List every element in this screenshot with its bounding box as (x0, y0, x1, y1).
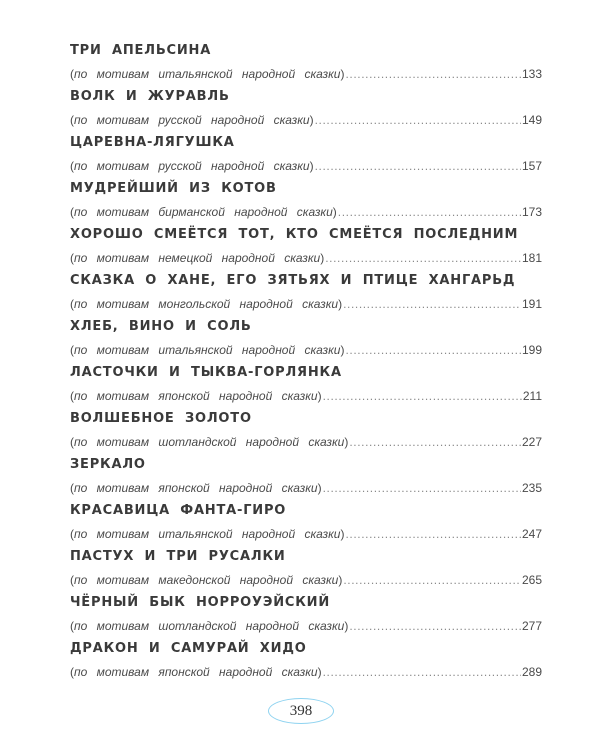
toc-entry-subtitle-line (70, 338, 542, 362)
close-paren: ) (344, 435, 349, 449)
toc-entry-subtitle: по мотивам македонской народной сказки (74, 573, 339, 587)
toc-entry-subtitle-line (70, 660, 542, 684)
toc-entry-subtitle: по мотивам русской народной сказки (74, 159, 310, 173)
open-paren: ( (70, 573, 74, 587)
dot-leader (345, 522, 521, 546)
toc-entry-subtitle: по мотивам бирманской народной сказки (74, 205, 333, 219)
toc-entry-title: СКАЗКА О ХАНЕ, ЕГО ЗЯТЬЯХ И ПТИЦЕ ХАНГАРЬД (70, 273, 516, 288)
open-paren: ( (70, 435, 74, 449)
toc-entry-subtitle-line (70, 568, 542, 592)
toc-entry-title: ВОЛК И ЖУРАВЛЬ (70, 89, 230, 104)
close-paren: ) (317, 389, 322, 403)
toc-entry[interactable] (70, 40, 542, 86)
toc-entry[interactable] (70, 316, 542, 362)
close-paren: ) (320, 251, 325, 265)
toc-entry-title: ЗЕРКАЛО (70, 457, 146, 472)
open-paren: ( (70, 205, 74, 219)
toc-entry-subtitle: по мотивам монгольской народной сказки (74, 297, 339, 311)
toc-entry-page: 157 (521, 159, 542, 173)
open-paren: ( (70, 159, 74, 173)
open-paren: ( (70, 527, 74, 541)
close-paren: ) (344, 619, 349, 633)
toc-entry-page: 235 (521, 481, 542, 495)
toc-entry-page: 199 (521, 343, 542, 357)
toc-entry[interactable] (70, 592, 542, 638)
toc-entry-subtitle: по мотивам японской народной сказки (74, 481, 318, 495)
toc-entry[interactable] (70, 454, 542, 500)
toc-entry-page: 265 (521, 573, 542, 587)
toc-entry-page: 173 (521, 205, 542, 219)
toc-entry-title: ТРИ АПЕЛЬСИНА (70, 43, 212, 58)
open-paren: ( (70, 389, 74, 403)
dot-leader (349, 614, 521, 638)
open-paren: ( (70, 481, 74, 495)
toc-entry-title: ЦАРЕВНА-ЛЯГУШКА (70, 135, 235, 150)
open-paren: ( (70, 67, 74, 81)
toc-entry-page: 277 (521, 619, 542, 633)
toc-entry-title: МУДРЕЙШИЙ ИЗ КОТОВ (70, 181, 277, 196)
close-paren: ) (332, 205, 337, 219)
toc-entry-title: КРАСАВИЦА ФАНТА-ГИРО (70, 503, 287, 518)
open-paren: ( (70, 619, 74, 633)
close-paren: ) (317, 665, 322, 679)
dot-leader (315, 108, 521, 132)
toc-entry-page: 191 (521, 297, 542, 311)
toc-entry-subtitle: по мотивам русской народной сказки (74, 113, 310, 127)
table-of-contents (70, 40, 542, 684)
dot-leader (323, 660, 521, 684)
toc-entry-title: ЛАСТОЧКИ И ТЫКВА-ГОРЛЯНКА (70, 365, 342, 380)
dot-leader (325, 246, 521, 270)
toc-entry-subtitle-line (70, 522, 542, 546)
toc-entry-page: 247 (521, 527, 542, 541)
dot-leader (349, 430, 521, 454)
open-paren: ( (70, 251, 74, 265)
toc-entry-title: ПАСТУХ И ТРИ РУСАЛКИ (70, 549, 286, 564)
toc-entry-subtitle-line (70, 476, 542, 500)
close-paren: ) (338, 573, 343, 587)
toc-entry[interactable] (70, 638, 542, 684)
toc-entry-title: ХЛЕБ, ВИНО И СОЛЬ (70, 319, 252, 334)
toc-entry-title: ХОРОШО СМЕЁТСЯ ТОТ, КТО СМЕЁТСЯ ПОСЛЕДНИМ (70, 227, 519, 242)
toc-entry[interactable] (70, 270, 542, 316)
toc-entry-subtitle-line (70, 200, 542, 224)
toc-entry[interactable] (70, 408, 542, 454)
toc-entry-subtitle: по мотивам японской народной сказки (74, 665, 318, 679)
dot-leader (343, 568, 521, 592)
dot-leader (323, 476, 521, 500)
page-number: 398 (268, 698, 334, 724)
toc-entry-subtitle: по мотивам японской народной сказки (74, 389, 318, 403)
close-paren: ) (340, 527, 345, 541)
toc-entry-page: 211 (522, 389, 542, 403)
toc-entry-subtitle: по мотивам итальянской народной сказки (74, 343, 341, 357)
toc-entry-page: 149 (521, 113, 542, 127)
close-paren: ) (309, 159, 314, 173)
toc-entry-subtitle-line (70, 246, 542, 270)
toc-entry-page: 227 (521, 435, 542, 449)
toc-entry-page: 289 (521, 665, 542, 679)
dot-leader (345, 338, 521, 362)
toc-entry-subtitle-line (70, 108, 542, 132)
toc-entry-title: ЧЁРНЫЙ БЫК НОРРОУЭЙСКИЙ (70, 595, 331, 610)
toc-entry-subtitle-line (70, 384, 542, 408)
toc-entry[interactable] (70, 86, 542, 132)
dot-leader (345, 62, 521, 86)
toc-entry-subtitle-line (70, 154, 542, 178)
toc-entry-subtitle-line (70, 62, 542, 86)
close-paren: ) (340, 67, 345, 81)
toc-entry-page: 181 (521, 251, 542, 265)
toc-entry-subtitle-line (70, 292, 542, 316)
toc-entry-page: 133 (521, 67, 542, 81)
toc-entry[interactable] (70, 362, 542, 408)
toc-entry-subtitle-line (70, 430, 542, 454)
toc-entry[interactable] (70, 224, 542, 270)
dot-leader (315, 154, 521, 178)
toc-entry[interactable] (70, 178, 542, 224)
dot-leader (338, 200, 521, 224)
close-paren: ) (340, 343, 345, 357)
toc-entry-title: ДРАКОН И САМУРАЙ ХИДО (70, 641, 307, 656)
toc-entry-subtitle: по мотивам шотландской народной сказки (74, 435, 345, 449)
dot-leader (323, 384, 522, 408)
toc-entry[interactable] (70, 500, 542, 546)
open-paren: ( (70, 343, 74, 357)
toc-entry-subtitle: по мотивам немецкой народной сказки (74, 251, 321, 265)
toc-entry-subtitle: по мотивам шотландской народной сказки (74, 619, 345, 633)
toc-entry-subtitle-line (70, 614, 542, 638)
close-paren: ) (338, 297, 343, 311)
open-paren: ( (70, 665, 74, 679)
toc-entry-subtitle: по мотивам итальянской народной сказки (74, 67, 341, 81)
open-paren: ( (70, 297, 74, 311)
open-paren: ( (70, 113, 74, 127)
close-paren: ) (309, 113, 314, 127)
toc-entry[interactable] (70, 132, 542, 178)
toc-entry-title: ВОЛШЕБНОЕ ЗОЛОТО (70, 411, 252, 426)
toc-entry[interactable] (70, 546, 542, 592)
close-paren: ) (317, 481, 322, 495)
dot-leader (343, 292, 521, 316)
toc-entry-subtitle: по мотивам итальянской народной сказки (74, 527, 341, 541)
